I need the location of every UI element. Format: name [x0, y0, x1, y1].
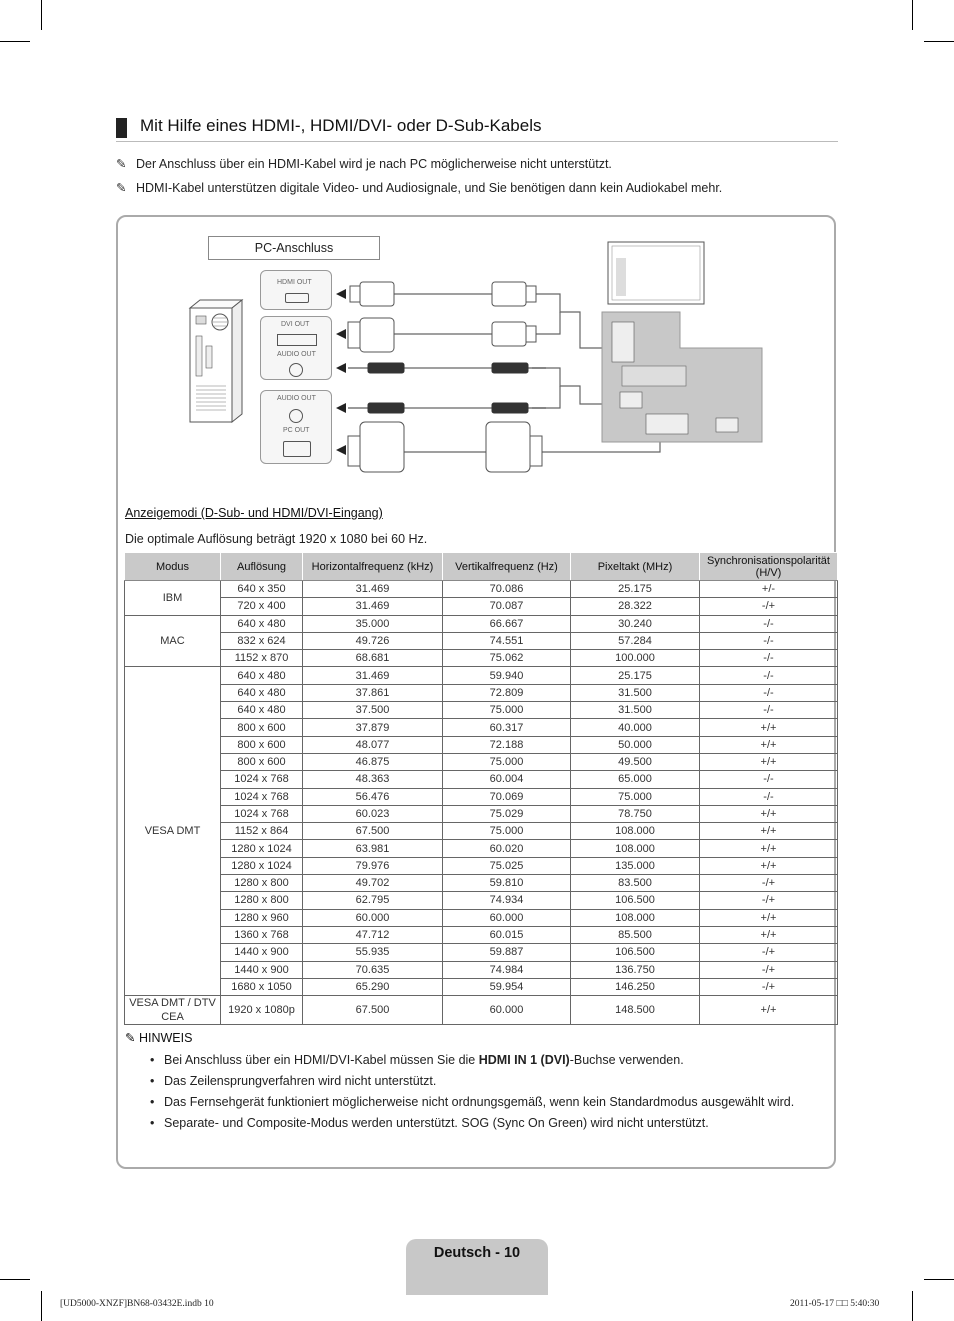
- table-cell: 148.500: [571, 996, 700, 1025]
- pencil-icon: ✎: [116, 157, 127, 171]
- table-cell: -/-: [700, 788, 838, 805]
- table-cell: 75.029: [443, 805, 571, 822]
- table-row: [125, 823, 838, 840]
- table-cell: 59.940: [443, 667, 571, 684]
- pencil-icon: ✎: [125, 1031, 139, 1045]
- crop-mark: [41, 1291, 42, 1321]
- table-cell: 1280 x 800: [221, 892, 303, 909]
- table-row: [125, 632, 838, 649]
- table-cell: 37.500: [303, 702, 443, 719]
- table-cell: 70.087: [443, 598, 571, 615]
- table-cell: -/+: [700, 892, 838, 909]
- table-cell: 106.500: [571, 892, 700, 909]
- table-cell: -/+: [700, 944, 838, 961]
- table-cell: 1680 x 1050: [221, 978, 303, 995]
- dvi-audio-out-port: [260, 316, 332, 380]
- table-cell: 57.284: [571, 632, 700, 649]
- table-cell: 800 x 600: [221, 719, 303, 736]
- table-row: [125, 840, 838, 857]
- table-cell: 46.875: [303, 753, 443, 770]
- pc-tower-icon: [190, 300, 242, 422]
- hinweis-list: [148, 1052, 808, 1136]
- pencil-icon: ✎: [116, 181, 127, 195]
- table-row: [125, 753, 838, 770]
- bullet-text: Bei Anschluss über ein HDMI/DVI-Kabel müssen Sie die: [164, 1053, 479, 1067]
- table-cell: 1280 x 960: [221, 909, 303, 926]
- table-cell: 640 x 480: [221, 702, 303, 719]
- table-cell: 1152 x 870: [221, 650, 303, 667]
- table-cell: 1280 x 800: [221, 875, 303, 892]
- table-cell: 640 x 480: [221, 615, 303, 632]
- crop-mark: [0, 1279, 30, 1280]
- section-marker: [116, 118, 127, 138]
- table-row: [125, 961, 838, 978]
- table-cell: 59.810: [443, 875, 571, 892]
- table-cell: 40.000: [571, 719, 700, 736]
- table-row: [125, 892, 838, 909]
- table-cell: 62.795: [303, 892, 443, 909]
- table-row: [125, 719, 838, 736]
- table-cell: 70.635: [303, 961, 443, 978]
- table-cell: 48.363: [303, 771, 443, 788]
- table-cell: 136.750: [571, 961, 700, 978]
- table-cell: -/-: [700, 667, 838, 684]
- audio-jack-icon: [289, 363, 303, 377]
- table-cell: +/+: [700, 857, 838, 874]
- list-item: [148, 1073, 808, 1089]
- bullet-text: Das Fernsehgerät funktioniert möglicherweise nicht ordnungsgemäß, wenn kein Standardmodus ausgewählt wird.: [164, 1095, 795, 1109]
- print-file-info: [UD5000-XNZF]BN68-03432E.indb 10: [60, 1299, 214, 1309]
- table-cell: -/+: [700, 978, 838, 995]
- table-cell: 60.015: [443, 926, 571, 943]
- table-row: [125, 650, 838, 667]
- table-cell: 31.469: [303, 581, 443, 598]
- port-label: AUDIO OUT: [277, 395, 316, 402]
- table-cell: 60.020: [443, 840, 571, 857]
- table-cell: 108.000: [571, 840, 700, 857]
- bullet-text: Das Zeilensprungverfahren wird nicht unterstützt.: [164, 1074, 437, 1088]
- table-cell: 75.000: [443, 702, 571, 719]
- column-header: Horizontalfrequenz (kHz): [303, 553, 443, 581]
- display-modes-table: [124, 552, 838, 1025]
- table-row: [125, 702, 838, 719]
- table-cell: -/-: [700, 632, 838, 649]
- table-cell: 60.000: [443, 996, 571, 1025]
- tv-rear-panel: [602, 242, 762, 442]
- table-cell: 75.025: [443, 857, 571, 874]
- table-cell: -/-: [700, 684, 838, 701]
- list-item: [148, 1115, 808, 1131]
- table-cell: +/+: [700, 909, 838, 926]
- table-cell: 47.712: [303, 926, 443, 943]
- table-cell: -/+: [700, 875, 838, 892]
- column-header: Pixeltakt (MHz): [571, 553, 700, 581]
- table-cell: 72.188: [443, 736, 571, 753]
- port-label: AUDIO OUT: [277, 351, 316, 358]
- hdmi-port-icon: [285, 293, 309, 303]
- table-cell: 1920 x 1080p: [221, 996, 303, 1025]
- table-row: [125, 944, 838, 961]
- table-cell: 59.954: [443, 978, 571, 995]
- table-header-row: [125, 553, 838, 581]
- list-item: [148, 1094, 808, 1110]
- table-row: [125, 909, 838, 926]
- title-divider: [116, 141, 838, 142]
- table-cell: 60.023: [303, 805, 443, 822]
- table-cell: 78.750: [571, 805, 700, 822]
- table-cell: 720 x 400: [221, 598, 303, 615]
- table-cell: 35.000: [303, 615, 443, 632]
- dsub-plug-icon: [348, 422, 542, 472]
- table-row: [125, 875, 838, 892]
- column-header: Vertikalfrequenz (Hz): [443, 553, 571, 581]
- table-cell: -/-: [700, 615, 838, 632]
- table-cell: 800 x 600: [221, 736, 303, 753]
- table-cell: 66.667: [443, 615, 571, 632]
- table-row: [125, 788, 838, 805]
- table-cell: +/+: [700, 823, 838, 840]
- table-cell: +/+: [700, 996, 838, 1025]
- table-cell: 49.726: [303, 632, 443, 649]
- table-cell: 108.000: [571, 823, 700, 840]
- table-cell: -/-: [700, 650, 838, 667]
- table-cell: -/+: [700, 961, 838, 978]
- table-cell: +/+: [700, 719, 838, 736]
- table-cell: 63.981: [303, 840, 443, 857]
- note-text: Der Anschluss über ein HDMI-Kabel wird je nach PC möglicherweise nicht unterstützt.: [136, 157, 612, 171]
- table-row: [125, 684, 838, 701]
- table-cell: 75.000: [443, 823, 571, 840]
- table-cell: 30.240: [571, 615, 700, 632]
- crop-mark: [0, 41, 30, 42]
- table-cell: 25.175: [571, 667, 700, 684]
- table-cell: 1280 x 1024: [221, 857, 303, 874]
- mode-cell: MAC: [125, 615, 221, 667]
- table-row: [125, 978, 838, 995]
- audio-pc-out-port: [260, 390, 332, 464]
- table-cell: 1440 x 900: [221, 944, 303, 961]
- table-cell: 37.861: [303, 684, 443, 701]
- audio-plug-icon: [348, 363, 546, 413]
- table-cell: 67.500: [303, 996, 443, 1025]
- table-cell: 70.069: [443, 788, 571, 805]
- table-cell: 67.500: [303, 823, 443, 840]
- table-cell: 60.004: [443, 771, 571, 788]
- bullet-text: -Buchse verwenden.: [569, 1053, 684, 1067]
- port-label: HDMI OUT: [277, 279, 312, 286]
- table-cell: 832 x 624: [221, 632, 303, 649]
- table-cell: 1360 x 768: [221, 926, 303, 943]
- port-label: PC OUT: [283, 427, 310, 434]
- table-cell: 1440 x 900: [221, 961, 303, 978]
- crop-mark: [924, 1279, 954, 1280]
- table-cell: 70.086: [443, 581, 571, 598]
- table-cell: -/-: [700, 702, 838, 719]
- table-cell: 72.809: [443, 684, 571, 701]
- crop-mark: [912, 0, 913, 30]
- table-cell: 28.322: [571, 598, 700, 615]
- table-cell: 135.000: [571, 857, 700, 874]
- table-cell: 68.681: [303, 650, 443, 667]
- table-cell: 1152 x 864: [221, 823, 303, 840]
- table-cell: 25.175: [571, 581, 700, 598]
- table-cell: 48.077: [303, 736, 443, 753]
- mode-cell: VESA DMT / DTV CEA: [125, 996, 221, 1025]
- list-item: [148, 1052, 808, 1068]
- hinweis-label: HINWEIS: [138, 1031, 193, 1045]
- table-cell: 1024 x 768: [221, 805, 303, 822]
- section-title: Mit Hilfe eines HDMI-, HDMI/DVI- oder D-Sub-Kabels: [140, 116, 542, 135]
- table-cell: 1280 x 1024: [221, 840, 303, 857]
- mode-cell: VESA DMT: [125, 667, 221, 996]
- table-cell: 74.934: [443, 892, 571, 909]
- table-cell: 50.000: [571, 736, 700, 753]
- print-timestamp: 2011-05-17 □□ 5:40:30: [790, 1299, 880, 1309]
- table-cell: 85.500: [571, 926, 700, 943]
- table-cell: 83.500: [571, 875, 700, 892]
- table-cell: 75.062: [443, 650, 571, 667]
- table-row: [125, 996, 838, 1025]
- table-cell: 31.500: [571, 702, 700, 719]
- table-cell: 60.000: [443, 909, 571, 926]
- table-cell: 55.935: [303, 944, 443, 961]
- crop-mark: [924, 41, 954, 42]
- mode-cell: IBM: [125, 581, 221, 616]
- table-row: [125, 771, 838, 788]
- table-cell: -/+: [700, 598, 838, 615]
- note-2: [116, 180, 722, 195]
- table-cell: +/+: [700, 840, 838, 857]
- optimal-resolution-text: Die optimale Auflösung beträgt 1920 x 1080 bei 60 Hz.: [125, 532, 428, 546]
- table-cell: 37.879: [303, 719, 443, 736]
- table-cell: 100.000: [571, 650, 700, 667]
- dvi-plug-icon: [348, 318, 536, 352]
- table-row: [125, 667, 838, 684]
- table-cell: 75.000: [443, 753, 571, 770]
- bullet-text: Separate- und Composite-Modus werden unterstützt. SOG (Sync On Green) wird nicht unterstützt.: [164, 1116, 709, 1130]
- table-cell: 1024 x 768: [221, 771, 303, 788]
- table-cell: 31.469: [303, 667, 443, 684]
- pc-connection-label: PC-Anschluss: [208, 236, 380, 260]
- audio-jack-icon: [289, 409, 303, 423]
- crop-mark: [41, 0, 42, 30]
- table-cell: 74.551: [443, 632, 571, 649]
- table-cell: +/+: [700, 736, 838, 753]
- page-label: Deutsch - 10: [433, 1245, 521, 1261]
- table-cell: 79.976: [303, 857, 443, 874]
- table-cell: 75.000: [571, 788, 700, 805]
- note-1: [116, 156, 612, 171]
- table-cell: 640 x 350: [221, 581, 303, 598]
- hinweis-heading: [125, 1030, 192, 1045]
- table-row: [125, 926, 838, 943]
- table-cell: +/+: [700, 753, 838, 770]
- display-modes-title: Anzeigemodi (D-Sub- und HDMI/DVI-Eingang): [125, 506, 383, 520]
- dvi-port-icon: [277, 334, 317, 346]
- column-header: Synchronisationspolarität (H/V): [700, 553, 838, 581]
- table-row: [125, 805, 838, 822]
- table-cell: 74.984: [443, 961, 571, 978]
- table-cell: 49.702: [303, 875, 443, 892]
- table-cell: 60.317: [443, 719, 571, 736]
- table-cell: 146.250: [571, 978, 700, 995]
- table-row: [125, 615, 838, 632]
- column-header: Modus: [125, 553, 221, 581]
- bullet-bold-text: HDMI IN 1 (DVI): [478, 1053, 570, 1067]
- vga-port-icon: [283, 441, 311, 457]
- port-label: DVI OUT: [281, 321, 310, 328]
- table-cell: -/-: [700, 771, 838, 788]
- table-cell: 640 x 480: [221, 684, 303, 701]
- table-cell: 65.000: [571, 771, 700, 788]
- table-cell: 106.500: [571, 944, 700, 961]
- table-cell: 56.476: [303, 788, 443, 805]
- crop-mark: [912, 1291, 913, 1321]
- table-cell: 640 x 480: [221, 667, 303, 684]
- table-cell: 59.887: [443, 944, 571, 961]
- table-cell: 800 x 600: [221, 753, 303, 770]
- note-text: HDMI-Kabel unterstützen digitale Video- und Audiosignale, und Sie benötigen dann kein Audiokabel mehr.: [136, 181, 723, 195]
- table-cell: 108.000: [571, 909, 700, 926]
- hdmi-out-port: [260, 270, 332, 310]
- table-row: [125, 736, 838, 753]
- table-cell: 31.500: [571, 684, 700, 701]
- table-cell: 60.000: [303, 909, 443, 926]
- table-cell: 49.500: [571, 753, 700, 770]
- table-cell: 31.469: [303, 598, 443, 615]
- column-header: Auflösung: [221, 553, 303, 581]
- table-cell: 65.290: [303, 978, 443, 995]
- table-cell: +/+: [700, 805, 838, 822]
- table-cell: +/-: [700, 581, 838, 598]
- table-cell: 1024 x 768: [221, 788, 303, 805]
- table-row: [125, 581, 838, 598]
- table-cell: +/+: [700, 926, 838, 943]
- table-row: [125, 857, 838, 874]
- table-row: [125, 598, 838, 615]
